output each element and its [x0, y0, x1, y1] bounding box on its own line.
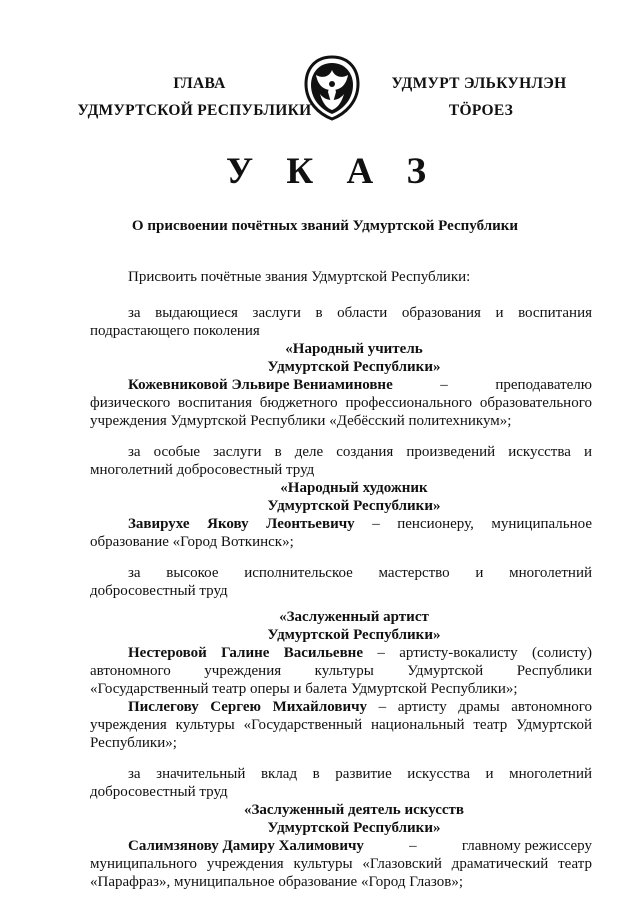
reason-line: за особые заслуги в деле создания произведений искусства и — [128, 444, 592, 460]
honorary-title: Удмуртской Республики» — [267, 498, 441, 514]
awardee-entry — [90, 837, 592, 855]
awardee-name: Пислегову Сергею Михайловичу — [128, 699, 368, 715]
awardee-details: муниципального учреждения культуры «Глазовский драматический театр «Парафраз», муниципальное образование «Город Глазов»; — [90, 856, 592, 890]
decree-title: У К А З — [226, 151, 438, 192]
header-left — [72, 70, 317, 124]
header-left-line2: УДМУРТСКОЙ РЕСПУБЛИКИ — [77, 102, 312, 119]
header-right — [388, 70, 570, 124]
awardee-role: главному режиссеру — [461, 838, 592, 854]
reason-line: многолетний добросовестный труд — [90, 462, 315, 478]
section-actor — [90, 564, 592, 752]
awardee-first-line — [90, 837, 592, 855]
reason-line: добросовестный труд — [90, 583, 228, 599]
reason-line: подрастающего поколения — [90, 323, 260, 339]
coat-of-arms-icon — [301, 54, 363, 122]
awardee-name: Нестеровой Галине Васильевне — [128, 645, 363, 661]
reason-line: за выдающиеся заслуги в области образования и воспитания — [128, 305, 592, 321]
awardee-first-line — [90, 376, 592, 394]
honorary-title: Удмуртской Республики» — [267, 820, 441, 836]
decree-subtitle: О присвоении почётных званий Удмуртской Республики — [131, 218, 519, 234]
awardee-entry — [90, 644, 592, 698]
section-artist — [90, 443, 592, 551]
header-left-line1: ГЛАВА — [173, 75, 226, 92]
honorary-title: «Народный учитель — [285, 341, 423, 357]
awardee-name: Кожевниковой Эльвире Вениаминовне — [128, 377, 393, 393]
section-teacher — [90, 304, 592, 430]
awardee-details: – артисту-вокалисту (солисту) автономного учреждения культуры Удмуртской Республики «Государственный театр оперы и балета Удмуртской Республики»; — [90, 645, 592, 697]
awardee-entry — [90, 376, 592, 394]
awardee-details: – пенсионеру, муниципальное образование «Город Воткинск»; — [90, 516, 592, 550]
awardee-name: Завирухе Якову Леонтьевичу — [128, 516, 355, 532]
awardee-name: Салимзянову Дамиру Халимовичу — [128, 838, 364, 854]
honorary-title: «Народный художник — [280, 480, 428, 496]
header-right-line2: ТӦРОЕЗ — [448, 102, 514, 119]
honorary-title: «Заслуженный артист — [279, 609, 429, 625]
awardee-role: преподавателю — [495, 377, 592, 393]
section-art-figure — [90, 765, 592, 891]
reason-line: за значительный вклад в развитие искусства и многолетний — [128, 766, 592, 782]
awardee-dash: – — [440, 377, 448, 393]
reason-line: добросовестный труд — [90, 784, 228, 800]
honorary-title: Удмуртской Республики» — [267, 627, 441, 643]
decree-body — [90, 268, 592, 891]
header-right-line1: УДМУРТ ЭЛЬКУНЛЭН — [391, 75, 567, 92]
awardee-entry — [90, 698, 592, 752]
awardee-dash: – — [409, 838, 417, 854]
reason-line: за высокое исполнительское мастерство и многолетний — [128, 565, 592, 581]
honorary-title: Удмуртской Республики» — [267, 359, 441, 375]
awardee-details: – артисту драмы автономного учреждения культуры «Государственный национальный театр Удмуртской Республики»; — [90, 699, 592, 751]
intro-paragraph: Присвоить почётные звания Удмуртской Республики: — [128, 269, 471, 285]
awardee-entry — [90, 515, 592, 551]
awardee-details: физического воспитания бюджетного профессионального образовательного учреждения Удмуртской Республики «Дебёсский политехникум»; — [90, 395, 592, 429]
honorary-title: «Заслуженный деятель искусств — [243, 802, 465, 818]
